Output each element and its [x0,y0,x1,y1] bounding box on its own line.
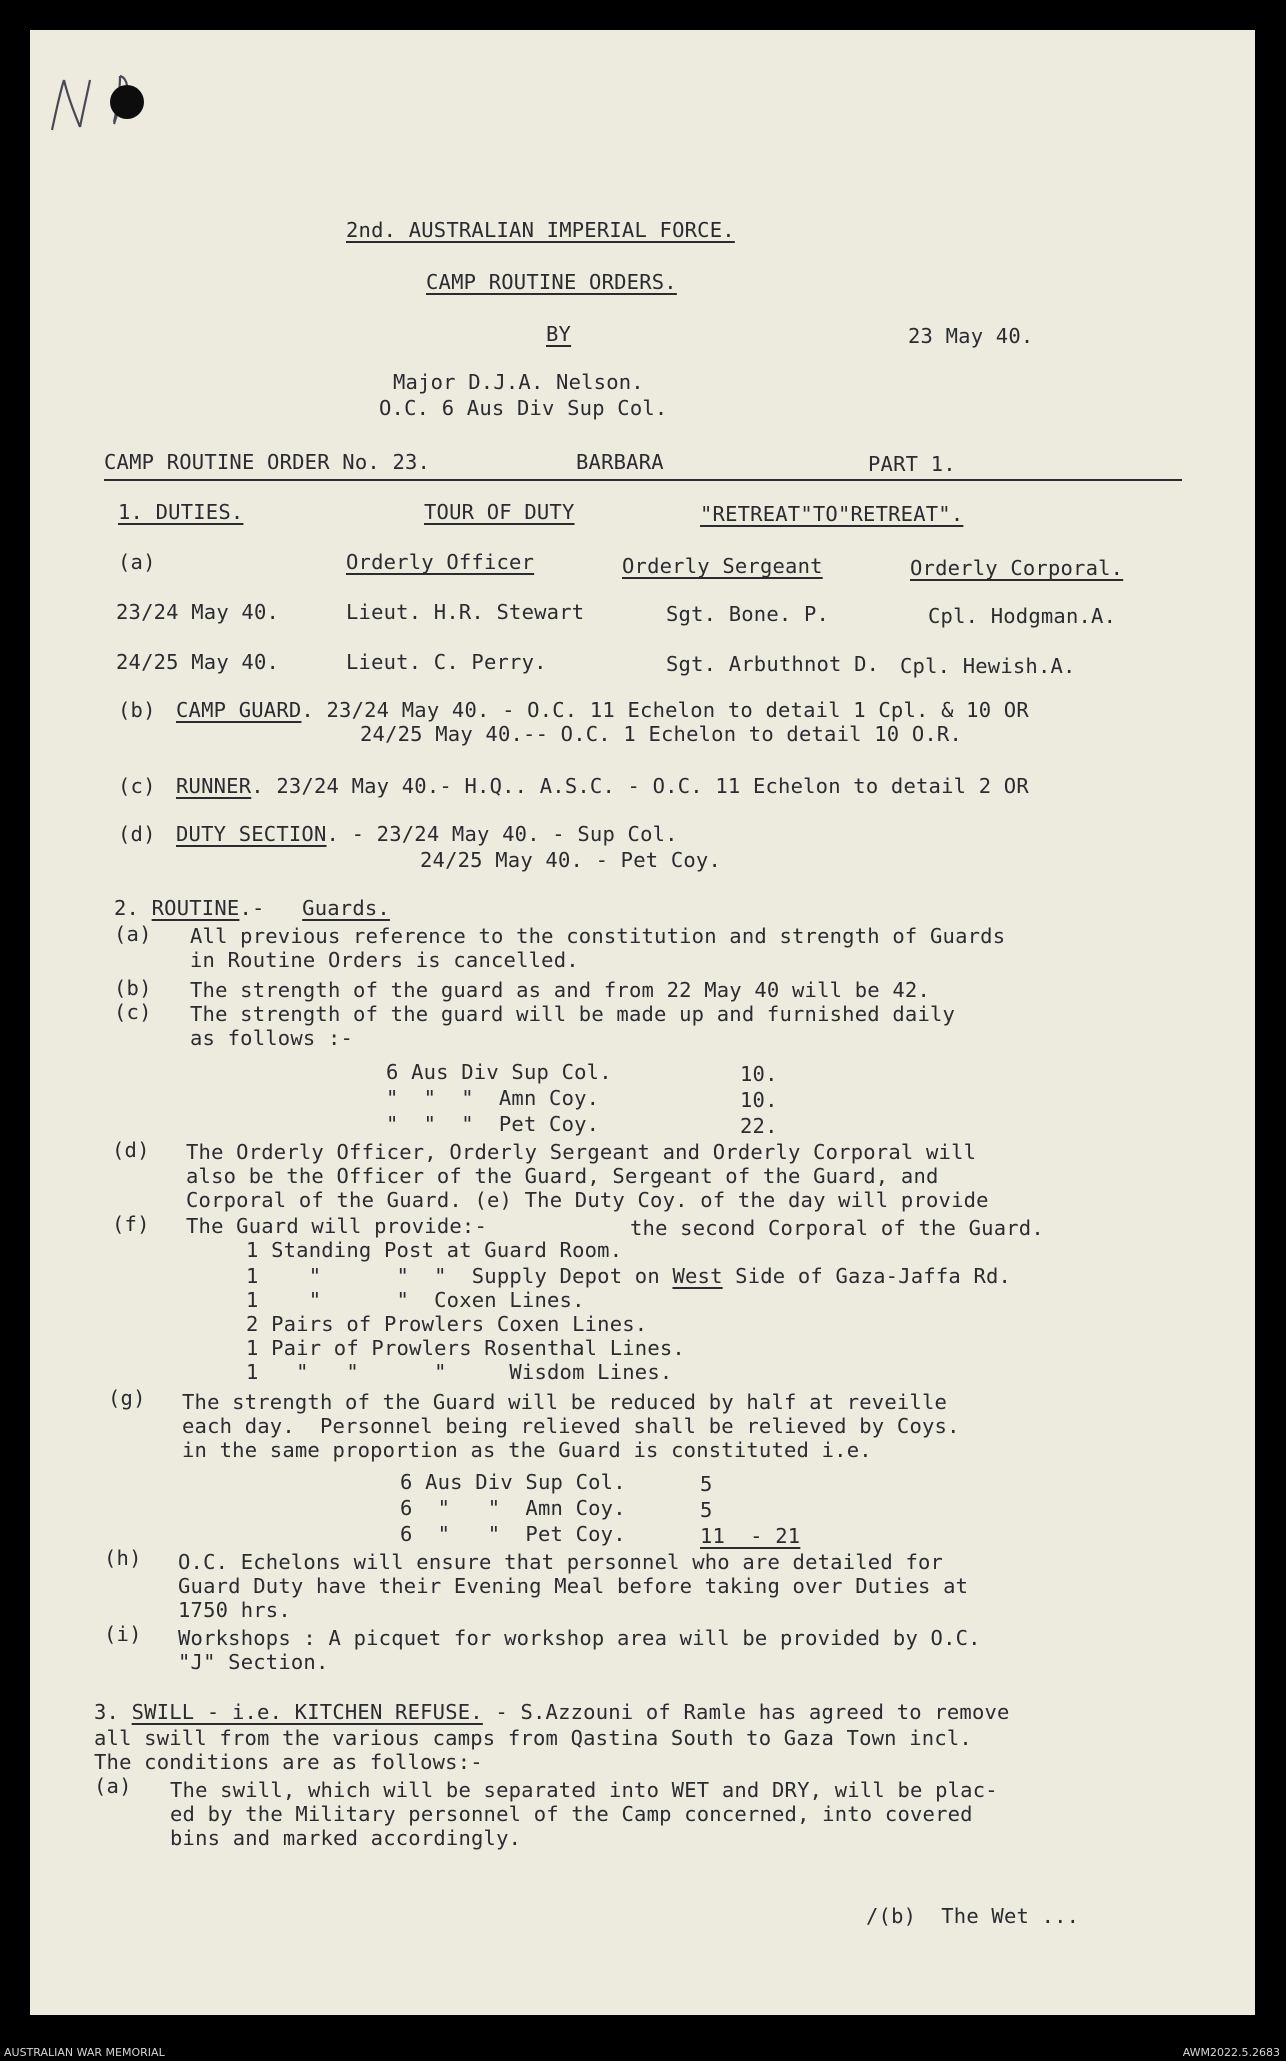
document-page [30,30,1255,2015]
order-part: PART 1. [868,452,956,476]
by-label: BY [546,322,572,346]
routine-c-line-1: The strength of the guard will be made up and furnished daily [190,1002,956,1026]
swill-heading-line [94,1700,1010,1724]
relief-unit: 6 " " Pet Coy. [400,1522,626,1546]
guard-post-rest: Side of Gaza-Jaffa Rd. [722,1264,1012,1288]
routine-h-line-3: 1750 hrs. [178,1598,291,1622]
routine-f-marker: (f) [112,1212,150,1236]
routine-a-marker: (a) [114,922,152,946]
guard-post: 1 Standing Post at Guard Room. [246,1238,623,1262]
swill-a-marker: (a) [94,1774,132,1798]
duty-section-detail-2: 24/25 May 40. - Pet Coy. [420,848,722,872]
order-location: BARBARA [576,450,664,474]
routine-g-marker: (g) [108,1386,146,1410]
guard-post: 1 Pair of Prowlers Rosenthal Lines. [246,1336,685,1360]
swill-a-line-1: The swill, which will be separated into WET and DRY, will be plac- [170,1778,998,1802]
duty-row-corporal: Cpl. Hewish.A. [900,654,1076,678]
camp-guard-label: CAMP GUARD [176,698,302,722]
duty-section-line [176,822,678,846]
author-name: Major D.J.A. Nelson. [393,370,644,394]
duty-row-date: 23/24 May 40. [116,600,280,624]
routine-e-line-4: the second Corporal of the Guard. [630,1216,1044,1240]
guard-post-text: 1 " " " Supply Depot on [246,1264,673,1288]
guard-number: 22. [740,1114,778,1138]
routine-i-line-2: "J" Section. [178,1650,329,1674]
guard-post: 1 " " " Wisdom Lines. [246,1360,673,1384]
duty-section-detail-1: . - 23/24 May 40. - Sup Col. [326,822,678,846]
routine-number: 2. [114,896,152,920]
continuation-note: /(b) The Wet ... [866,1904,1080,1928]
duties-d-marker: (d) [118,822,156,846]
routine-heading: ROUTINE [151,896,240,920]
swill-a-line-3: bins and marked accordingly. [170,1826,522,1850]
footer-credit: AUSTRALIAN WAR MEMORIAL [4,2046,165,2059]
relief-total: 11 - 21 [700,1524,801,1548]
duties-a-marker: (a) [118,550,156,574]
header-rule [104,479,1182,481]
routine-a-line-1: All previous reference to the constitution and strength of Guards [190,924,1006,948]
relief-unit: 6 Aus Div Sup Col. [400,1470,626,1494]
order-date: 23 May 40. [908,324,1034,348]
orderly-corporal-header: Orderly Corporal. [910,556,1124,580]
routine-separator: .- [239,896,265,920]
routine-heading-line [114,896,390,920]
relief-number: 5 [700,1498,713,1522]
routine-g-line-1: The strength of the Guard will be reduced by half at reveille [182,1390,948,1414]
tour-of-duty-value: "RETREAT"TO"RETREAT". [700,502,964,526]
swill-line-1: - S.Azzouni of Ramle has agreed to remove [482,1700,1010,1724]
swill-line-2: all swill from the various camps from Qastina South to Gaza Town incl. [94,1726,972,1750]
routine-d-line-3: Corporal of the Guard. (e) The Duty Coy. of the day will provide [186,1188,989,1212]
routine-h-line-1: O.C. Echelons will ensure that personnel who are detailed for [178,1550,944,1574]
routine-b-marker: (b) [114,976,152,1000]
routine-h-marker: (h) [104,1546,142,1570]
routine-c-line-2: as follows :- [190,1026,354,1050]
swill-heading: SWILL - i.e. KITCHEN REFUSE. [131,1700,483,1724]
camp-guard-line [176,698,1029,722]
duty-row-officer: Lieut. C. Perry. [346,650,547,674]
relief-number: 5 [700,1472,713,1496]
routine-g-line-3: in the same proportion as the Guard is constituted i.e. [182,1438,872,1462]
orderly-officer-header: Orderly Officer [346,550,535,574]
camp-guard-detail-2: 24/25 May 40.-- O.C. 1 Echelon to detail 10 O.R. [360,722,963,746]
duty-row-officer: Lieut. H.R. Stewart [346,600,585,624]
routine-a-line-2: in Routine Orders is cancelled. [190,948,579,972]
guard-post: 2 Pairs of Prowlers Coxen Lines. [246,1312,648,1336]
routine-f-line: The Guard will provide:- [186,1214,488,1238]
document-subtitle: CAMP ROUTINE ORDERS. [426,270,677,294]
document-title: 2nd. AUSTRALIAN IMPERIAL FORCE. [346,218,735,242]
routine-i-marker: (i) [104,1622,142,1646]
duty-row-sergeant: Sgt. Arbuthnot D. [666,652,880,676]
guard-number: 10. [740,1062,778,1086]
guards-subheading: Guards. [302,896,390,920]
duty-row-corporal: Cpl. Hodgman.A. [928,604,1117,628]
routine-h-line-2: Guard Duty have their Evening Meal before taking over Duties at [178,1574,969,1598]
swill-line-3: The conditions are as follows:- [94,1750,483,1774]
duty-section-label: DUTY SECTION [176,822,327,846]
tour-of-duty-label: TOUR OF DUTY [424,500,575,524]
runner-detail: . 23/24 May 40.- H.Q.. A.S.C. - O.C. 11 Echelon to detail 2 OR [251,774,1029,798]
routine-i-line-1: Workshops : A picquet for workshop area will be provided by O.C. [178,1626,981,1650]
duty-row-date: 24/25 May 40. [116,650,280,674]
runner-line [176,774,1029,798]
routine-b-line: The strength of the guard as and from 22 May 40 will be 42. [190,978,930,1002]
orderly-sergeant-header: Orderly Sergeant [622,554,823,578]
routine-c-marker: (c) [114,1000,152,1024]
west-side-text: West [672,1264,723,1288]
routine-d-marker: (d) [112,1138,150,1162]
runner-label: RUNNER [176,774,252,798]
duties-heading: 1. DUTIES. [118,500,244,524]
swill-number: 3. [94,1700,132,1724]
author-unit: O.C. 6 Aus Div Sup Col. [379,396,668,420]
footer-accession-number: AWM2022.5.2683 [1182,2046,1280,2059]
guard-post [246,1264,1011,1288]
relief-unit: 6 " " Amn Coy. [400,1496,626,1520]
swill-a-line-2: ed by the Military personnel of the Camp concerned, into covered [170,1802,973,1826]
guard-number: 10. [740,1088,778,1112]
guard-unit: " " " Pet Coy. [386,1112,600,1136]
routine-d-line-2: also be the Officer of the Guard, Sergeant of the Guard, and [186,1164,939,1188]
camp-guard-detail-1: . 23/24 May 40. - O.C. 11 Echelon to detail 1 Cpl. & 10 OR [301,698,1029,722]
guard-post: 1 " " Coxen Lines. [246,1288,585,1312]
punch-hole [110,85,144,119]
guard-unit: 6 Aus Div Sup Col. [386,1060,612,1084]
routine-d-line-1: The Orderly Officer, Orderly Sergeant and Orderly Corporal will [186,1140,977,1164]
order-number: CAMP ROUTINE ORDER No. 23. [104,450,431,474]
duty-row-sergeant: Sgt. Bone. P. [666,602,830,626]
duties-b-marker: (b) [118,698,156,722]
duties-c-marker: (c) [118,774,156,798]
routine-g-line-2: each day. Personnel being relieved shall be relieved by Coys. [182,1414,960,1438]
guard-unit: " " " Amn Coy. [386,1086,600,1110]
